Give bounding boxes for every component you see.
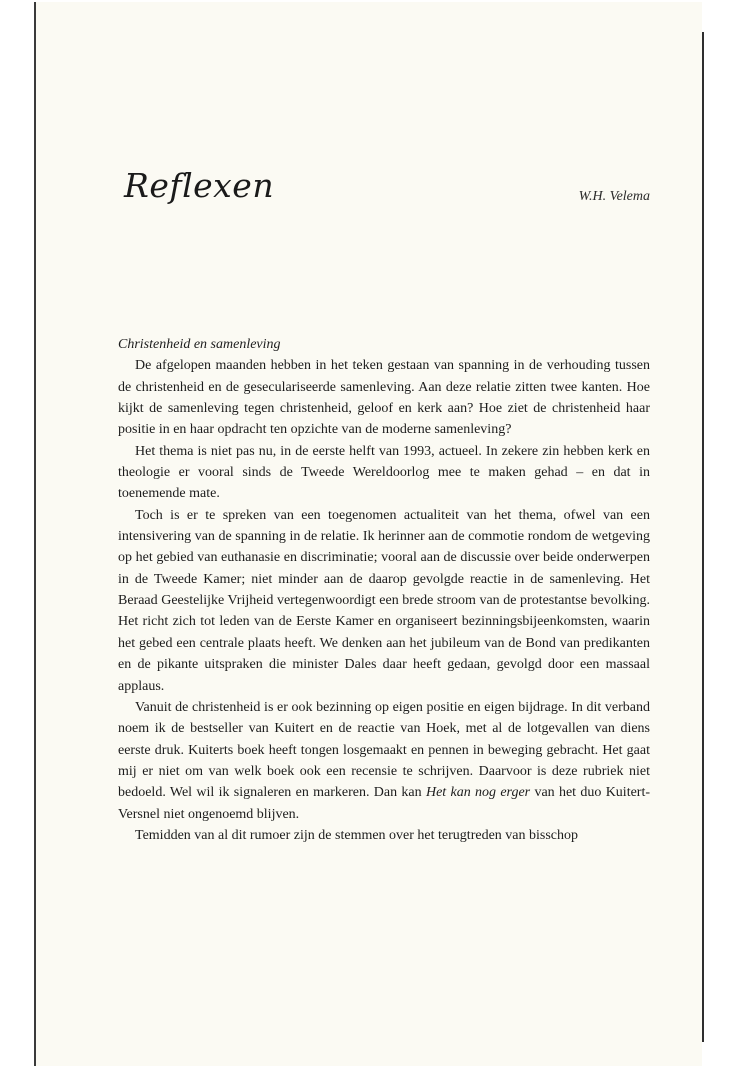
paragraph-text: Vanuit de christenheid is er ook bezinning op eigen positie en eigen bijdrage. In dit verband noem ik de bestseller van Kuitert en de reactie van Hoek, met al de lotgevallen van diens eerste druk. Kuiterts boek heeft tongen losgemaakt en pennen in beweging gebracht. Het gaat mij er niet om van welk boek ook een recensie te schrijven. Daarvoor is deze rubriek niet bedoeld. Wel wil ik signaleren en markeren. Dan kan bbox=[118, 699, 650, 801]
author-name: W.H. Velema bbox=[578, 189, 650, 204]
column-title: Reflexen bbox=[124, 166, 275, 205]
paragraph: Toch is er te spreken van een toegenomen actualiteit van het thema, ofwel van een intensivering van de spanning in de relatie. Ik herinner aan de commotie rondom de wetgeving op het gebied van euthanasie en discriminatie; vooral aan de discussie over beide onderwerpen in de Tweede Kamer; niet minder aan de daarop gevolgde reactie in de samenleving. Het Beraad Geestelijke Vrijheid vertegenwoordigt een brede stroom van de protestantse bevolking. Het richt zich tot leden van de Eerste Kamer en organiseert bezinningsbijeenkomsten, waarin het gebed een centrale plaats heeft. We denken aan het jubileum van de Bond van predikanten en de pikante uitspraken die minister Dales daar heeft gedaan, gevolgd door een massaal applaus. bbox=[118, 507, 650, 694]
document-page bbox=[34, 2, 702, 1066]
book-title: Het kan nog erger bbox=[425, 785, 531, 801]
paragraph: Temidden van al dit rumoer zijn de stemmen over het terugtreden van bisschop bbox=[135, 827, 578, 843]
paragraph: De afgelopen maanden hebben in het teken gestaan van spanning in de verhouding tussen de christenheid en de geseculariseerde samenleving. Aan deze relatie zitten twee kanten. Hoe kijkt de samenleving tegen christenheid, geloof en kerk aan? Hoe ziet de christenheid haar positie in en haar opdracht ten opzichte van de moderne samenleving? bbox=[118, 358, 650, 438]
paragraph: Het thema is niet pas nu, in de eerste helft van 1993, actueel. In zekere zin hebben kerk en theologie er vooral sinds de Tweede Wereldoorlog mee te maken gehad – en dat in toenemende mate. bbox=[118, 443, 650, 502]
article-body bbox=[118, 334, 650, 846]
section-heading: Christenheid en samenleving bbox=[118, 337, 281, 352]
paragraph bbox=[118, 697, 650, 825]
paragraph-text: van het duo Kuitert-Versnel niet ongenoemd blijven. bbox=[118, 785, 651, 822]
